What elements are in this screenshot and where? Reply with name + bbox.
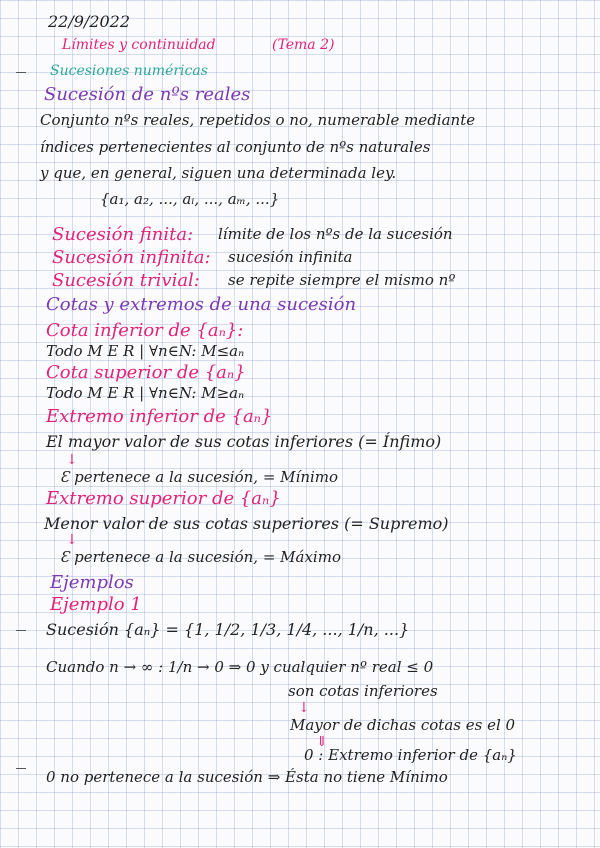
down-arrow: ↓	[298, 700, 310, 716]
example-sequence: Sucesión {aₙ} = {1, 1/2, 1/3, 1/4, ..., 1/n, ...}	[46, 620, 410, 639]
margin-mark	[16, 768, 26, 769]
infinita-label: Sucesión infinita:	[52, 247, 211, 268]
margin-mark	[16, 630, 26, 631]
example-conclusion: 0 no pertenece a la sucesión ⇒ Ésta no tiene Mínimo	[46, 768, 448, 786]
trivial-text: se repite siempre el mismo nº	[228, 271, 456, 289]
example-bounds: son cotas inferiores	[288, 682, 438, 700]
page-date: 22/9/2022	[48, 12, 131, 31]
extremo-inferior-label: Extremo inferior de {aₙ}	[46, 406, 273, 427]
down-arrow: ↓	[66, 452, 78, 468]
definition-line-2: índices pertenecientes al conjunto de nºs naturales	[40, 138, 431, 156]
extremo-superior-note: Ɛ pertenece a la sucesión, = Máximo	[60, 548, 341, 566]
cota-inferior-label: Cota inferior de {aₙ}:	[46, 320, 244, 341]
page-subtitle: Sucesiones numéricas	[50, 63, 208, 79]
heading-cotas: Cotas y extremos de una sucesión	[46, 294, 357, 315]
extremo-superior-label: Extremo superior de {aₙ}	[46, 488, 281, 509]
down-arrow: ⇓	[316, 734, 328, 750]
definition-line-1: Conjunto nºs reales, repetidos o no, numerable mediante	[40, 111, 476, 129]
page-title: Límites y continuidad	[62, 37, 216, 53]
trivial-label: Sucesión trivial:	[52, 270, 200, 291]
definition-line-3: y que, en general, siguen una determinada ley.	[40, 164, 397, 182]
heading-ejemplos: Ejemplos	[50, 572, 134, 593]
example-infimum: 0 : Extremo inferior de {aₙ}	[304, 746, 517, 764]
margin-mark	[16, 72, 26, 73]
finita-text: límite de los nºs de la sucesión	[218, 225, 453, 243]
example-max-bound: Mayor de dichas cotas es el 0	[290, 716, 516, 734]
infinita-text: sucesión infinita	[228, 248, 353, 266]
finita-label: Sucesión finita:	[52, 224, 194, 245]
heading-sucesion: Sucesión de nºs reales	[44, 84, 251, 105]
page-tema: (Tema 2)	[272, 37, 335, 53]
extremo-superior-text: Menor valor de sus cotas superiores (= Supremo)	[44, 514, 449, 533]
down-arrow: ↓	[66, 532, 78, 548]
cota-superior-label: Cota superior de {aₙ}	[46, 362, 246, 383]
sequence-set: {a₁, a₂, ..., aᵢ, ..., aₘ, ...}	[100, 190, 280, 208]
cota-superior-text: Todo M E R | ∀n∈N: M≥aₙ	[46, 384, 245, 402]
heading-ejemplo-1: Ejemplo 1	[50, 594, 142, 615]
extremo-inferior-note: Ɛ pertenece a la sucesión, = Mínimo	[60, 468, 339, 486]
cota-inferior-text: Todo M E R | ∀n∈N: M≤aₙ	[46, 342, 245, 360]
example-limit: Cuando n → ∞ : 1/n → 0 ⇒ 0 y cualquier nº real ≤ 0	[46, 658, 434, 676]
extremo-inferior-text: El mayor valor de sus cotas inferiores (= Ínfimo)	[46, 432, 442, 451]
